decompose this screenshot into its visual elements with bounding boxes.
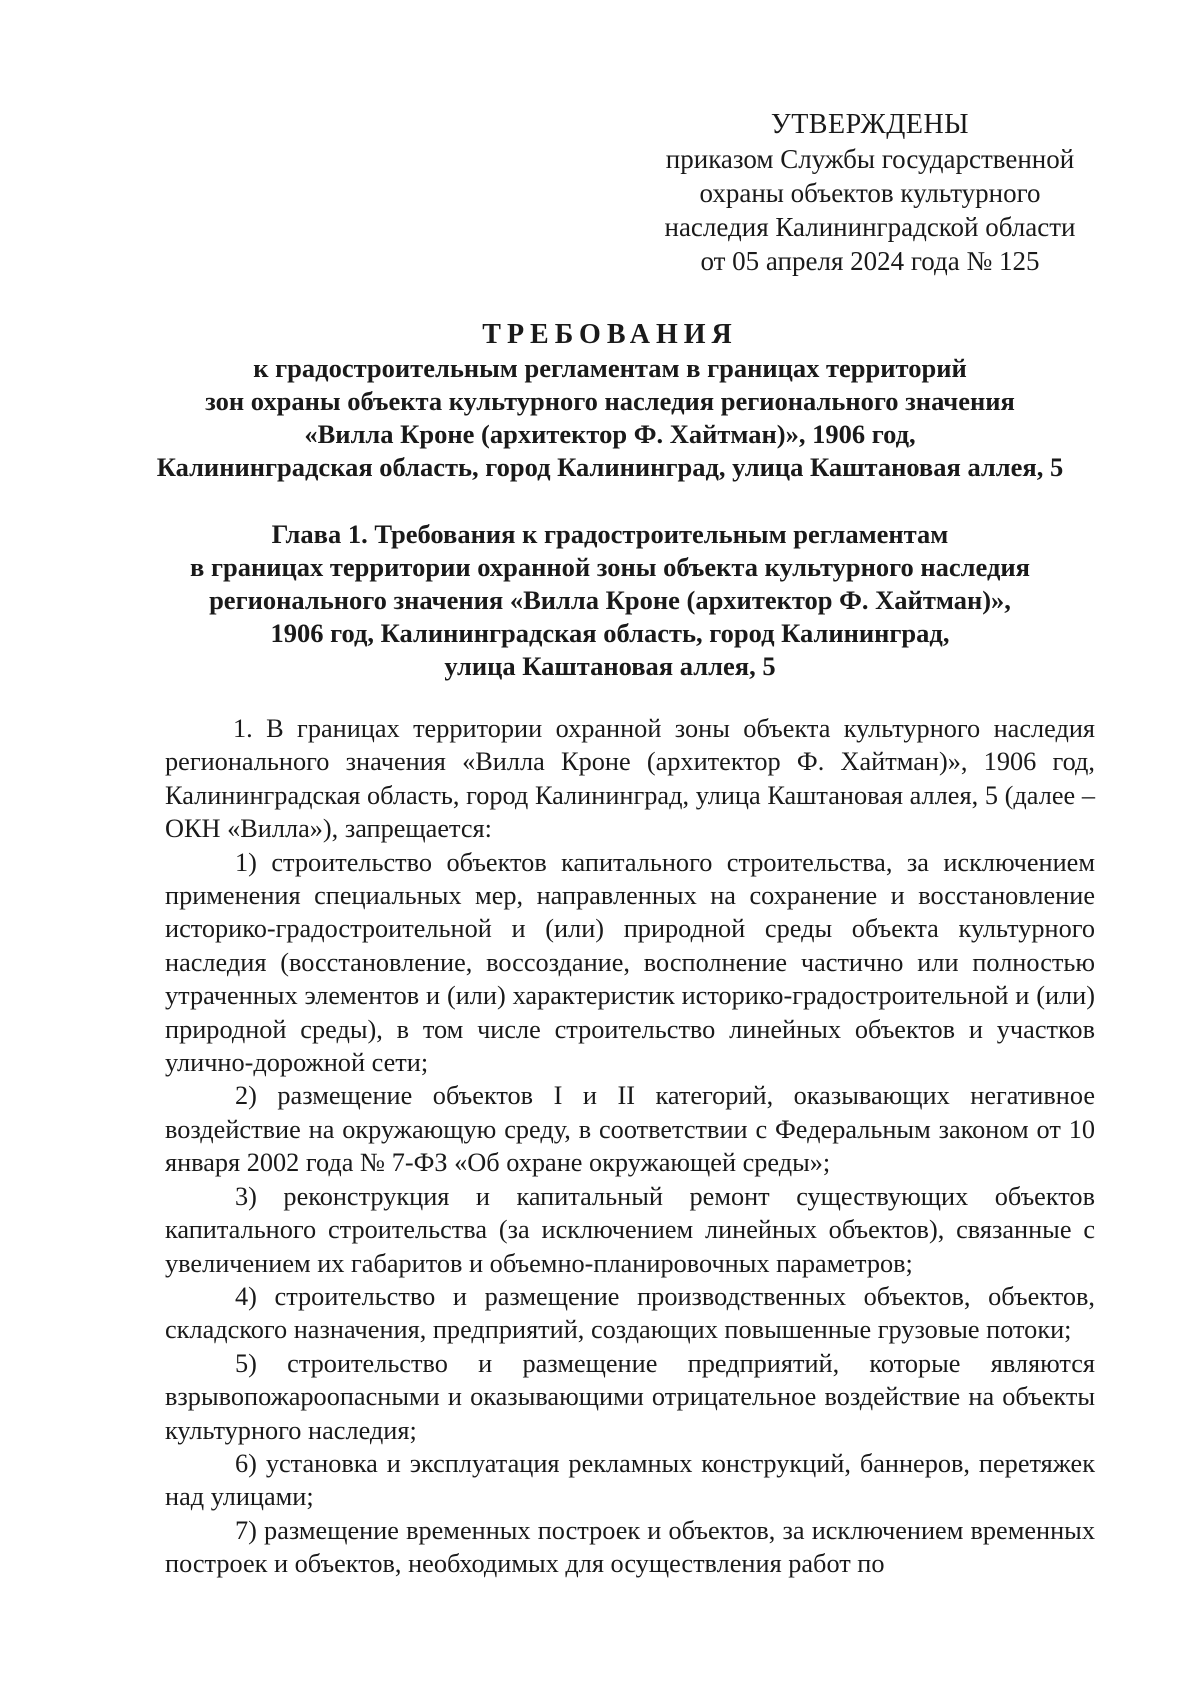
document-title-block xyxy=(150,318,1070,484)
list-item-6: 6) установка и эксплуатация рекламных конструкций, баннеров, перетяжек над улицами; xyxy=(165,1448,1095,1512)
chapter-heading-line: в границах территории охранной зоны объекта культурного наследия xyxy=(190,552,1030,582)
chapter-heading-line: 1906 год, Калининградская область, город Калининград, xyxy=(270,618,950,648)
list-item-7: 7) размещение временных построек и объектов, за исключением временных построек и объектов, необходимых для осуществления работ по xyxy=(165,1515,1095,1579)
list-item-2: 2) размещение объектов I и II категорий, оказывающих негативное воздействие на окружающую среду, в соответствии с Федеральным законом от 10 января 2002 года № 7-ФЗ «Об охране окружающей среды»; xyxy=(165,1081,1095,1178)
approval-line: наследия Калининградской области xyxy=(664,212,1076,242)
approval-line: приказом Службы государственной xyxy=(665,144,1075,174)
list-item-5: 5) строительство и размещение предприятий, которые являются взрывопожароопасными и оказывающими отрицательное воздействие на объекты культурного наследия; xyxy=(165,1348,1095,1445)
approval-stamp-block xyxy=(640,108,1100,278)
approval-line: охраны объектов культурного xyxy=(699,178,1041,208)
document-subtitle-line: к градостроительным регламентам в границах территорий xyxy=(253,353,967,383)
document-body xyxy=(165,712,1095,1581)
approval-order-date: от 05 апреля 2024 года № 125 xyxy=(700,246,1040,276)
list-item-1: 1) строительство объектов капитального строительства, за исключением применения специальных мер, направленных на сохранение и восстановление историко-градостроительной и (или) природной среды объекта культурного наследия (восстановление, воссоздание, восполнение частично или полностью утраченных элементов и (или) характеристик историко-градостроительной и (или) природной среды), в том числе строительство линейных объектов и участков улично-дорожной сети; xyxy=(165,847,1095,1078)
chapter-heading-line: улица Каштановая аллея, 5 xyxy=(444,651,776,681)
chapter-heading-line: Глава 1. Требования к градостроительным регламентам xyxy=(271,519,949,549)
list-item-3: 3) реконструкция и капитальный ремонт существующих объектов капитального строительства (за исключением линейных объектов), связанные с увеличением их габаритов и объемно-планировочных параметров; xyxy=(165,1181,1095,1278)
document-title: ТРЕБОВАНИЯ xyxy=(482,319,738,350)
paragraph-1: 1. В границах территории охранной зоны объекта культурного наследия регионального значения «Вилла Кроне (архитектор Ф. Хайтман)», 1906 год, Калининградская область, город Калининград, улица Каштановая аллея, 5 (далее – ОКН «Вилла»), запрещается: xyxy=(165,714,1095,844)
chapter-heading-line: регионального значения «Вилла Кроне (архитектор Ф. Хайтман)», xyxy=(209,585,1011,615)
approved-heading: УТВЕРЖДЕНЫ xyxy=(770,109,970,140)
document-subtitle-line: Калининградская область, город Калининград, улица Каштановая аллея, 5 xyxy=(156,452,1064,482)
chapter-heading xyxy=(150,518,1070,683)
list-item-4: 4) строительство и размещение производственных объектов, объектов, складского назначения, предприятий, создающих повышенные грузовые потоки; xyxy=(165,1281,1095,1345)
document-subtitle-line: зон охраны объекта культурного наследия регионального значения xyxy=(205,386,1015,416)
document-subtitle-line: «Вилла Кроне (архитектор Ф. Хайтман)», 1906 год, xyxy=(304,419,916,449)
